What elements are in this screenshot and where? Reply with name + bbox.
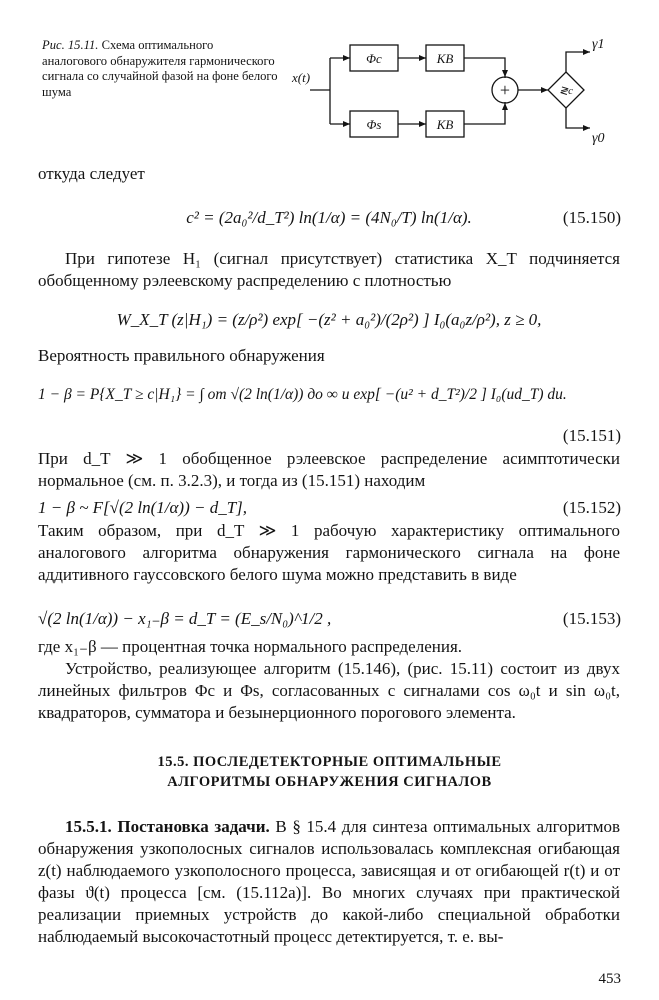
paragraph-percent-point: где x₁₋β — процентная точка нормального распределения.	[38, 637, 463, 656]
section-heading-line1: 15.5. ПОСЛЕДЕТЕКТОРНЫЕ ОПТИМАЛЬНЫЕ	[157, 754, 502, 770]
paragraph-problem-statement	[38, 816, 620, 948]
paragraph-characteristic: Таким образом, при d_T ≫ 1 рабочую характеристику оптимального аналогового алгоритма обнаружения гармонического сигнала на фоне аддитивного гауссовского белого шума можно представить в виде	[38, 521, 620, 584]
equation-number-15-150: (15.150)	[562, 208, 621, 227]
figure-caption	[42, 38, 278, 100]
equation-density: W_X_T (z|H₁) = (z/ρ²) exp[ −(z² + a₀²)/(2ρ²) ] I₀(a₀z/ρ²), z ≥ 0,	[116, 310, 542, 329]
equation-15-150: c² = (2a₀²/d_T²) ln(1/α) = (4N₀/T) ln(1/α).	[186, 208, 472, 227]
squarer-bottom-label: KB	[436, 117, 454, 132]
threshold-label: ≷c	[558, 85, 574, 97]
equation-15-153: √(2 ln(1/α)) − x₁₋β = d_T = (E_s/N₀)^1/2 ,	[38, 609, 332, 628]
detector-block-diagram	[290, 30, 630, 150]
paragraph-asymptotic: При d_T ≫ 1 обобщенное рэлеевское распределение асимптотически нормальное (см. п. 3.2.3), и тогда из (15.151) находим	[38, 449, 620, 490]
subsection-text: В § 15.4 для синтеза оптимальных алгоритмов обнаружения узкополосных сигналов использовалась комплексная огибающая z(t) наблюдаемого узкополосного процесса, зависящая и от огибающей r(t) и от фазы ϑ(t) процесса [см. (15.112a)]. Во многих случаях при практической реализации приемных устройств до какой-либо специальной обработки наблюдаемый высокочастотный процесс детектируется, т. е. вы-	[38, 817, 620, 946]
subsection-title: 15.5.1. Постановка задачи.	[65, 817, 270, 836]
equation-15-151: 1 − β = P{X_T ≥ c|H₁} = ∫ от √(2 ln(1/α)) до ∞ u exp[ −(u² + d_T²)/2 ] I₀(ud_T) du.	[38, 386, 567, 403]
input-label: x(t)	[292, 70, 311, 85]
equation-number-15-152: (15.152)	[562, 498, 621, 517]
paragraph-probability: Вероятность правильного обнаружения	[38, 346, 325, 365]
equation-number-15-151: (15.151)	[562, 426, 621, 445]
filter-s-label: Φs	[366, 117, 382, 132]
equation-number-15-153: (15.153)	[562, 609, 621, 628]
adder-symbol: +	[499, 80, 511, 100]
figure-caption-label: Рис. 15.11.	[42, 38, 99, 52]
page-number: 453	[598, 971, 621, 987]
paragraph-intro: откуда следует	[38, 164, 145, 183]
figure-caption-text: Схема оптимального аналогового обнаружителя гармонического сигнала со случайной фазой на фоне белого шума	[42, 38, 278, 99]
section-heading-line2: АЛГОРИТМЫ ОБНАРУЖЕНИЯ СИГНАЛОВ	[167, 774, 492, 790]
filter-c-label: Φc	[366, 51, 382, 66]
paragraph-hypothesis: При гипотезе H₁ (сигнал присутствует) статистика X_T подчиняется обобщенному рэлеевскому распределению с плотностью	[38, 249, 620, 290]
output-gamma0: γ0	[592, 131, 605, 146]
output-gamma1: γ1	[592, 37, 605, 52]
paragraph-device: Устройство, реализующее алгоритм (15.146), (рис. 15.11) состоит из двух линейных фильтров Φc и Φs, согласованных с сигналами cos ω₀t и sin ω₀t, квадраторов, сумматора и безынерционного порогового элемента.	[38, 659, 620, 722]
squarer-top-label: KB	[436, 51, 454, 66]
equation-15-152: 1 − β ~ F[√(2 ln(1/α)) − d_T],	[38, 498, 248, 517]
